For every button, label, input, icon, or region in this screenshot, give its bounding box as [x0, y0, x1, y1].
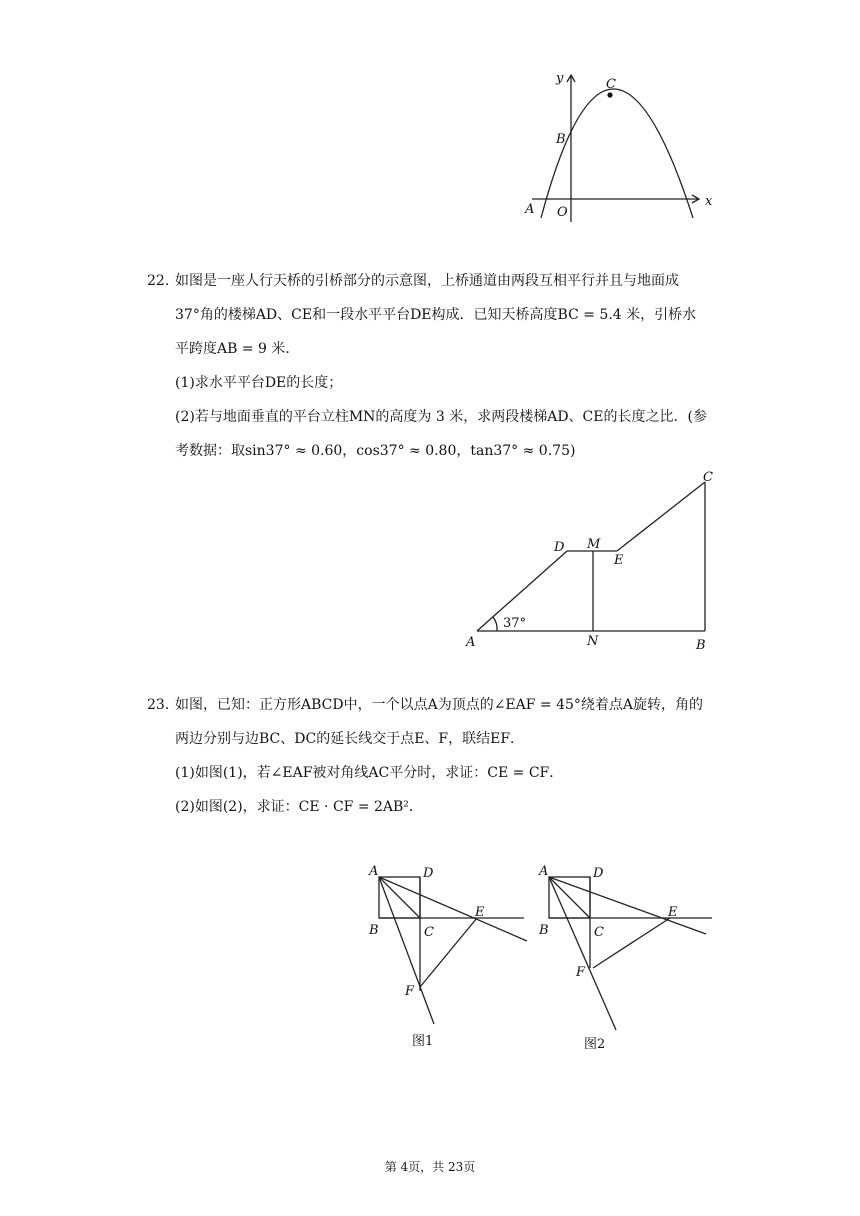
question-number: 22.	[147, 273, 170, 289]
question-line: 两边分别与边BC、DC的延长线交于点E、F，联结EF．	[175, 731, 525, 747]
label-f: F	[405, 984, 415, 999]
label-x: x	[705, 194, 713, 209]
label-e: E	[614, 553, 624, 568]
diagonal-ac	[549, 877, 590, 918]
label-b: B	[369, 923, 379, 938]
label-d: D	[423, 866, 434, 881]
question-22	[147, 264, 722, 468]
ray-ae	[549, 877, 706, 934]
label-a: A	[466, 635, 476, 650]
parabola-figure	[0, 0, 860, 240]
label-m: M	[587, 537, 601, 552]
question-line: 如图是一座人行天桥的引桥部分的示意图，上桥通道由两段互相平行并且与地面成	[175, 273, 679, 289]
question-line: (1)如图(1)，若∠EAF被对角线AC平分时，求证：CE = CF．	[175, 765, 564, 781]
label-c: C	[606, 77, 616, 92]
label-b: B	[696, 638, 706, 653]
diagonal-ac	[379, 877, 420, 918]
angle-label: 37°	[503, 616, 527, 631]
square-figure-2	[520, 858, 720, 1058]
page-footer: 第 4页，共 23页	[384, 1160, 476, 1174]
question-number: 23.	[147, 697, 170, 713]
question-line: (1)求水平平台DE的长度；	[175, 375, 343, 391]
label-c: C	[703, 470, 713, 485]
label-o: O	[557, 205, 568, 220]
figure-caption: 图2	[584, 1037, 606, 1052]
question-line: 平跨度AB = 9 米．	[175, 341, 300, 357]
label-e: E	[475, 905, 485, 920]
question-line: 如图，已知：正方形ABCD中，一个以点A为顶点的∠EAF = 45°绕着点A旋转，角的	[175, 697, 704, 713]
stair-ec	[617, 482, 705, 551]
ray-af	[379, 877, 434, 1024]
label-a: A	[525, 202, 535, 217]
label-a: A	[539, 864, 549, 879]
angle-arc	[493, 617, 497, 631]
label-c: C	[424, 925, 434, 940]
label-d: D	[554, 540, 565, 555]
label-y: y	[556, 71, 564, 86]
label-e: E	[668, 905, 678, 920]
label-a: A	[369, 864, 379, 879]
question-line: (2)若与地面垂直的平台立柱MN的高度为 3 米，求两段楼梯AD、CE的长度之比．(参	[175, 409, 707, 425]
label-b: B	[539, 923, 549, 938]
label-f: F	[576, 965, 586, 980]
label-d: D	[593, 866, 604, 881]
question-line: 考数据：取sin37° ≈ 0.60，cos37° ≈ 0.80，tan37° ≈ 0.75)	[175, 443, 576, 459]
label-b: B	[556, 132, 566, 147]
vertex-point-c	[607, 92, 612, 97]
question-23	[147, 688, 722, 824]
segment-ef	[593, 918, 670, 968]
label-c: C	[594, 925, 604, 940]
label-n: N	[587, 634, 599, 649]
question-line: (2)如图(2)，求证：CE · CF = 2AB²．	[175, 799, 423, 815]
ray-af	[549, 877, 616, 1030]
bridge-figure	[0, 460, 860, 660]
question-line: 37°角的楼梯AD、CE和一段水平平台DE构成．已知天桥高度BC = 5.4 米，引桥水	[175, 307, 697, 323]
ray-ae	[379, 877, 527, 941]
figure-caption: 图1	[412, 1034, 434, 1049]
